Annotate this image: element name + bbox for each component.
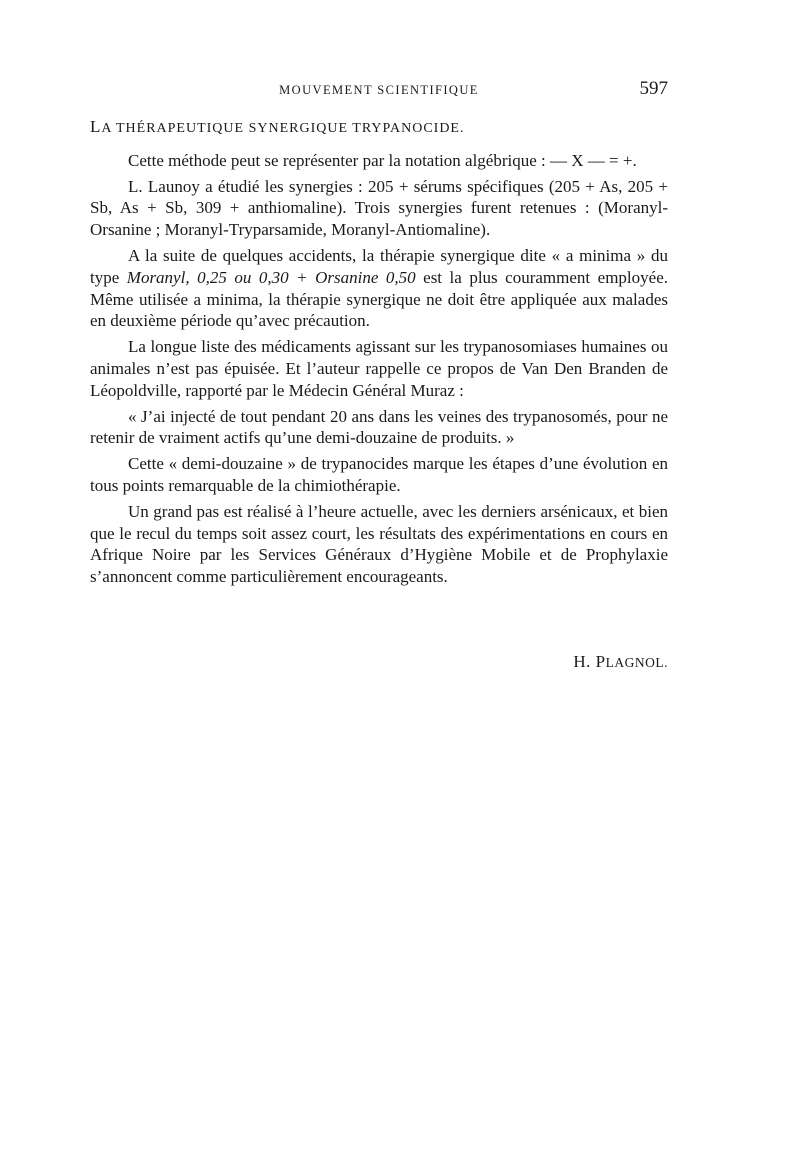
running-title: MOUVEMENT SCIENTIFIQUE <box>279 83 479 97</box>
section-title <box>90 116 668 140</box>
page-header <box>90 78 668 102</box>
paragraph-minima-after: est la plus couramment employée. Même utilisée a minima, la thérapie synergique ne doit être appliquée aux malades en deuxième période qu’avec précaution. <box>90 267 668 331</box>
signature-first: H. P <box>573 652 606 671</box>
article-body <box>90 116 668 592</box>
paragraph-minima-before: A la suite de quelques accidents, la thérapie synergique dite « a minima » du type <box>90 245 668 287</box>
paragraph-quote: « J’ai injecté de tout pendant 20 ans dans les veines des trypanosomés, pour ne retenir de vraiment actifs qu’une demi-douzaine de produits. » <box>90 406 668 448</box>
paragraph-synergies: L. Launoy a étudié les synergies : 205 + sérums spécifiques (205 + As, 205 + Sb, As + Sb, 309 + anthiomaline). Trois synergies furent retenues : (Moranyl-Orsanine ; Moranyl-Tryparsamide, Moranyl-Antiomaline). <box>90 176 668 240</box>
paragraph-arsenicaux: Un grand pas est réalisé à l’heure actuelle, avec les derniers arsénicaux, et bien que le recul du temps soit assez court, les résultats des expérimentations en cours en Afrique Noire par les Services Généraux d’Hygiène Mobile et de Prophylaxie s’annoncent comme particulièrement encourageants. <box>90 501 668 587</box>
author-signature <box>420 652 668 672</box>
section-title-initial: L <box>90 117 102 136</box>
paragraph-minima-formula: Moranyl, 0,25 ou 0,30 + Orsanine 0,50 <box>126 267 416 287</box>
paragraph-notation: Cette méthode peut se représenter par la notation algébrique : — X — = +. <box>128 150 637 170</box>
paragraph-minima <box>90 245 668 332</box>
signature-rest: LAGNOL. <box>605 655 668 670</box>
section-title-rest: A THÉRAPEUTIQUE SYNERGIQUE TRYPANOCIDE. <box>101 121 465 136</box>
page-number: 597 <box>639 78 668 99</box>
paragraph-medicaments: La longue liste des médicaments agissant sur les trypanosomiases humaines ou animales n’est pas épuisée. Et l’auteur rappelle ce propos de Van Den Branden de Léopoldville, rapporté par le Médecin Général Muraz : <box>90 337 668 400</box>
paragraph-demi-douzaine: Cette « demi-douzaine » de trypanocides marque les étapes d’une évolution en tous points remarquable de la chimiothérapie. <box>90 454 668 495</box>
